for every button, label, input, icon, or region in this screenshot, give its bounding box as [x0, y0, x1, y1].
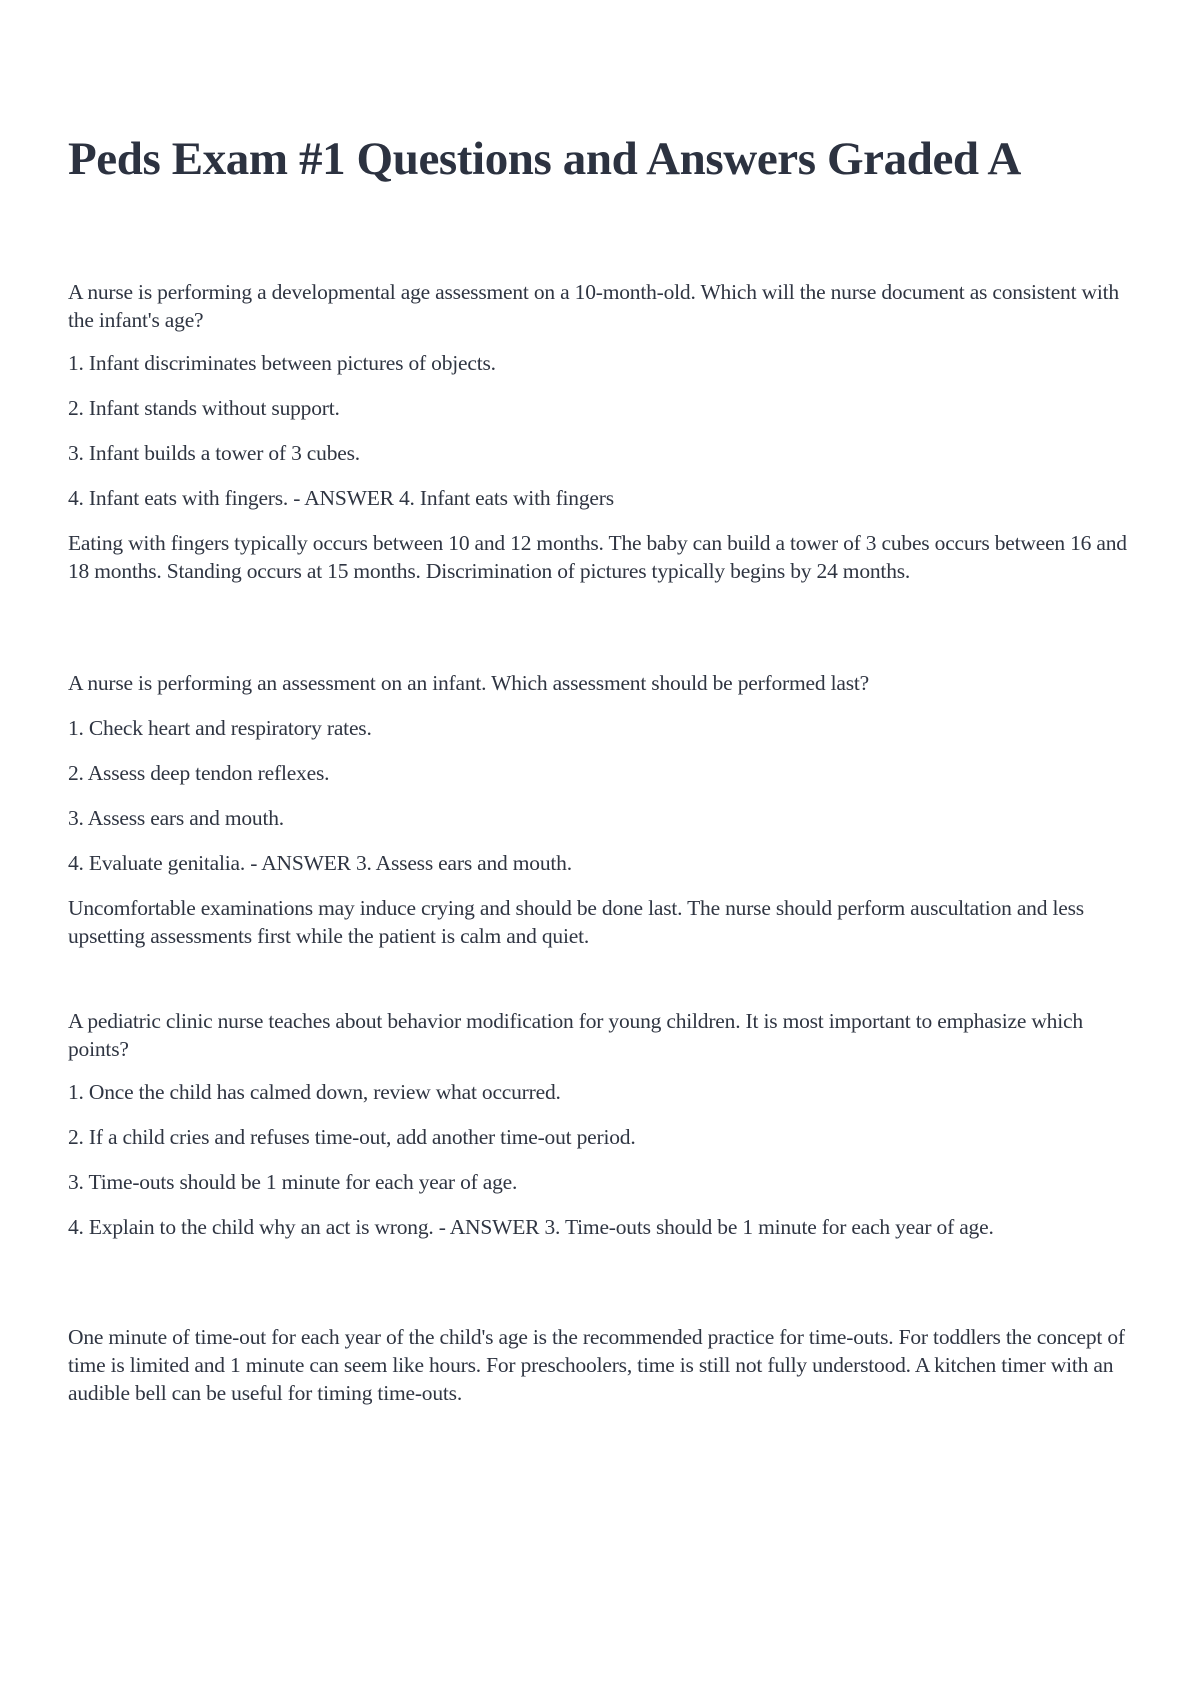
question-1-prompt: A nurse is performing a developmental age assessment on a 10-month-old. Which will the nurse document as consistent with the infant's age? — [68, 280, 1119, 332]
question-3-option-2: 2. If a child cries and refuses time-out, add another time-out period. — [68, 1125, 636, 1149]
document-title: Peds Exam #1 Questions and Answers Graded A — [68, 133, 1021, 185]
question-3-option-3: 3. Time-outs should be 1 minute for each year of age. — [68, 1170, 518, 1194]
question-1-rationale: Eating with fingers typically occurs between 10 and 12 months. The baby can build a tower of 3 cubes occurs between 16 and 18 months. Standing occurs at 15 months. Discrimination of pictures typically begins by 24 months. — [68, 531, 1127, 583]
question-1-option-1: 1. Infant discriminates between pictures of objects. — [68, 351, 496, 375]
question-2-option-2: 2. Assess deep tendon reflexes. — [68, 761, 330, 785]
question-2-option-4-answer: 4. Evaluate genitalia. - ANSWER 3. Assess ears and mouth. — [68, 851, 572, 875]
question-1-option-2: 2. Infant stands without support. — [68, 396, 340, 420]
question-3-prompt: A pediatric clinic nurse teaches about behavior modification for young children. It is most important to emphasize which points? — [68, 1009, 1083, 1061]
question-1-option-4-answer: 4. Infant eats with fingers. - ANSWER 4. Infant eats with fingers — [68, 486, 614, 510]
question-2-prompt: A nurse is performing an assessment on an infant. Which assessment should be performed last? — [68, 671, 870, 695]
question-1-option-3: 3. Infant builds a tower of 3 cubes. — [68, 441, 360, 465]
question-3-rationale: One minute of time-out for each year of the child's age is the recommended practice for time-outs. For toddlers the concept of time is limited and 1 minute can seem like hours. For preschoolers, time is still not fully understood. A kitchen timer with an audible bell can be useful for timing time-outs. — [68, 1325, 1125, 1405]
question-3-option-1: 1. Once the child has calmed down, review what occurred. — [68, 1080, 561, 1104]
question-2-option-1: 1. Check heart and respiratory rates. — [68, 716, 372, 740]
question-3-option-4-answer: 4. Explain to the child why an act is wrong. - ANSWER 3. Time-outs should be 1 minute for each year of age. — [68, 1215, 994, 1239]
question-2-rationale: Uncomfortable examinations may induce crying and should be done last. The nurse should perform auscultation and less upsetting assessments first while the patient is calm and quiet. — [68, 896, 1084, 948]
question-2-option-3: 3. Assess ears and mouth. — [68, 806, 284, 830]
